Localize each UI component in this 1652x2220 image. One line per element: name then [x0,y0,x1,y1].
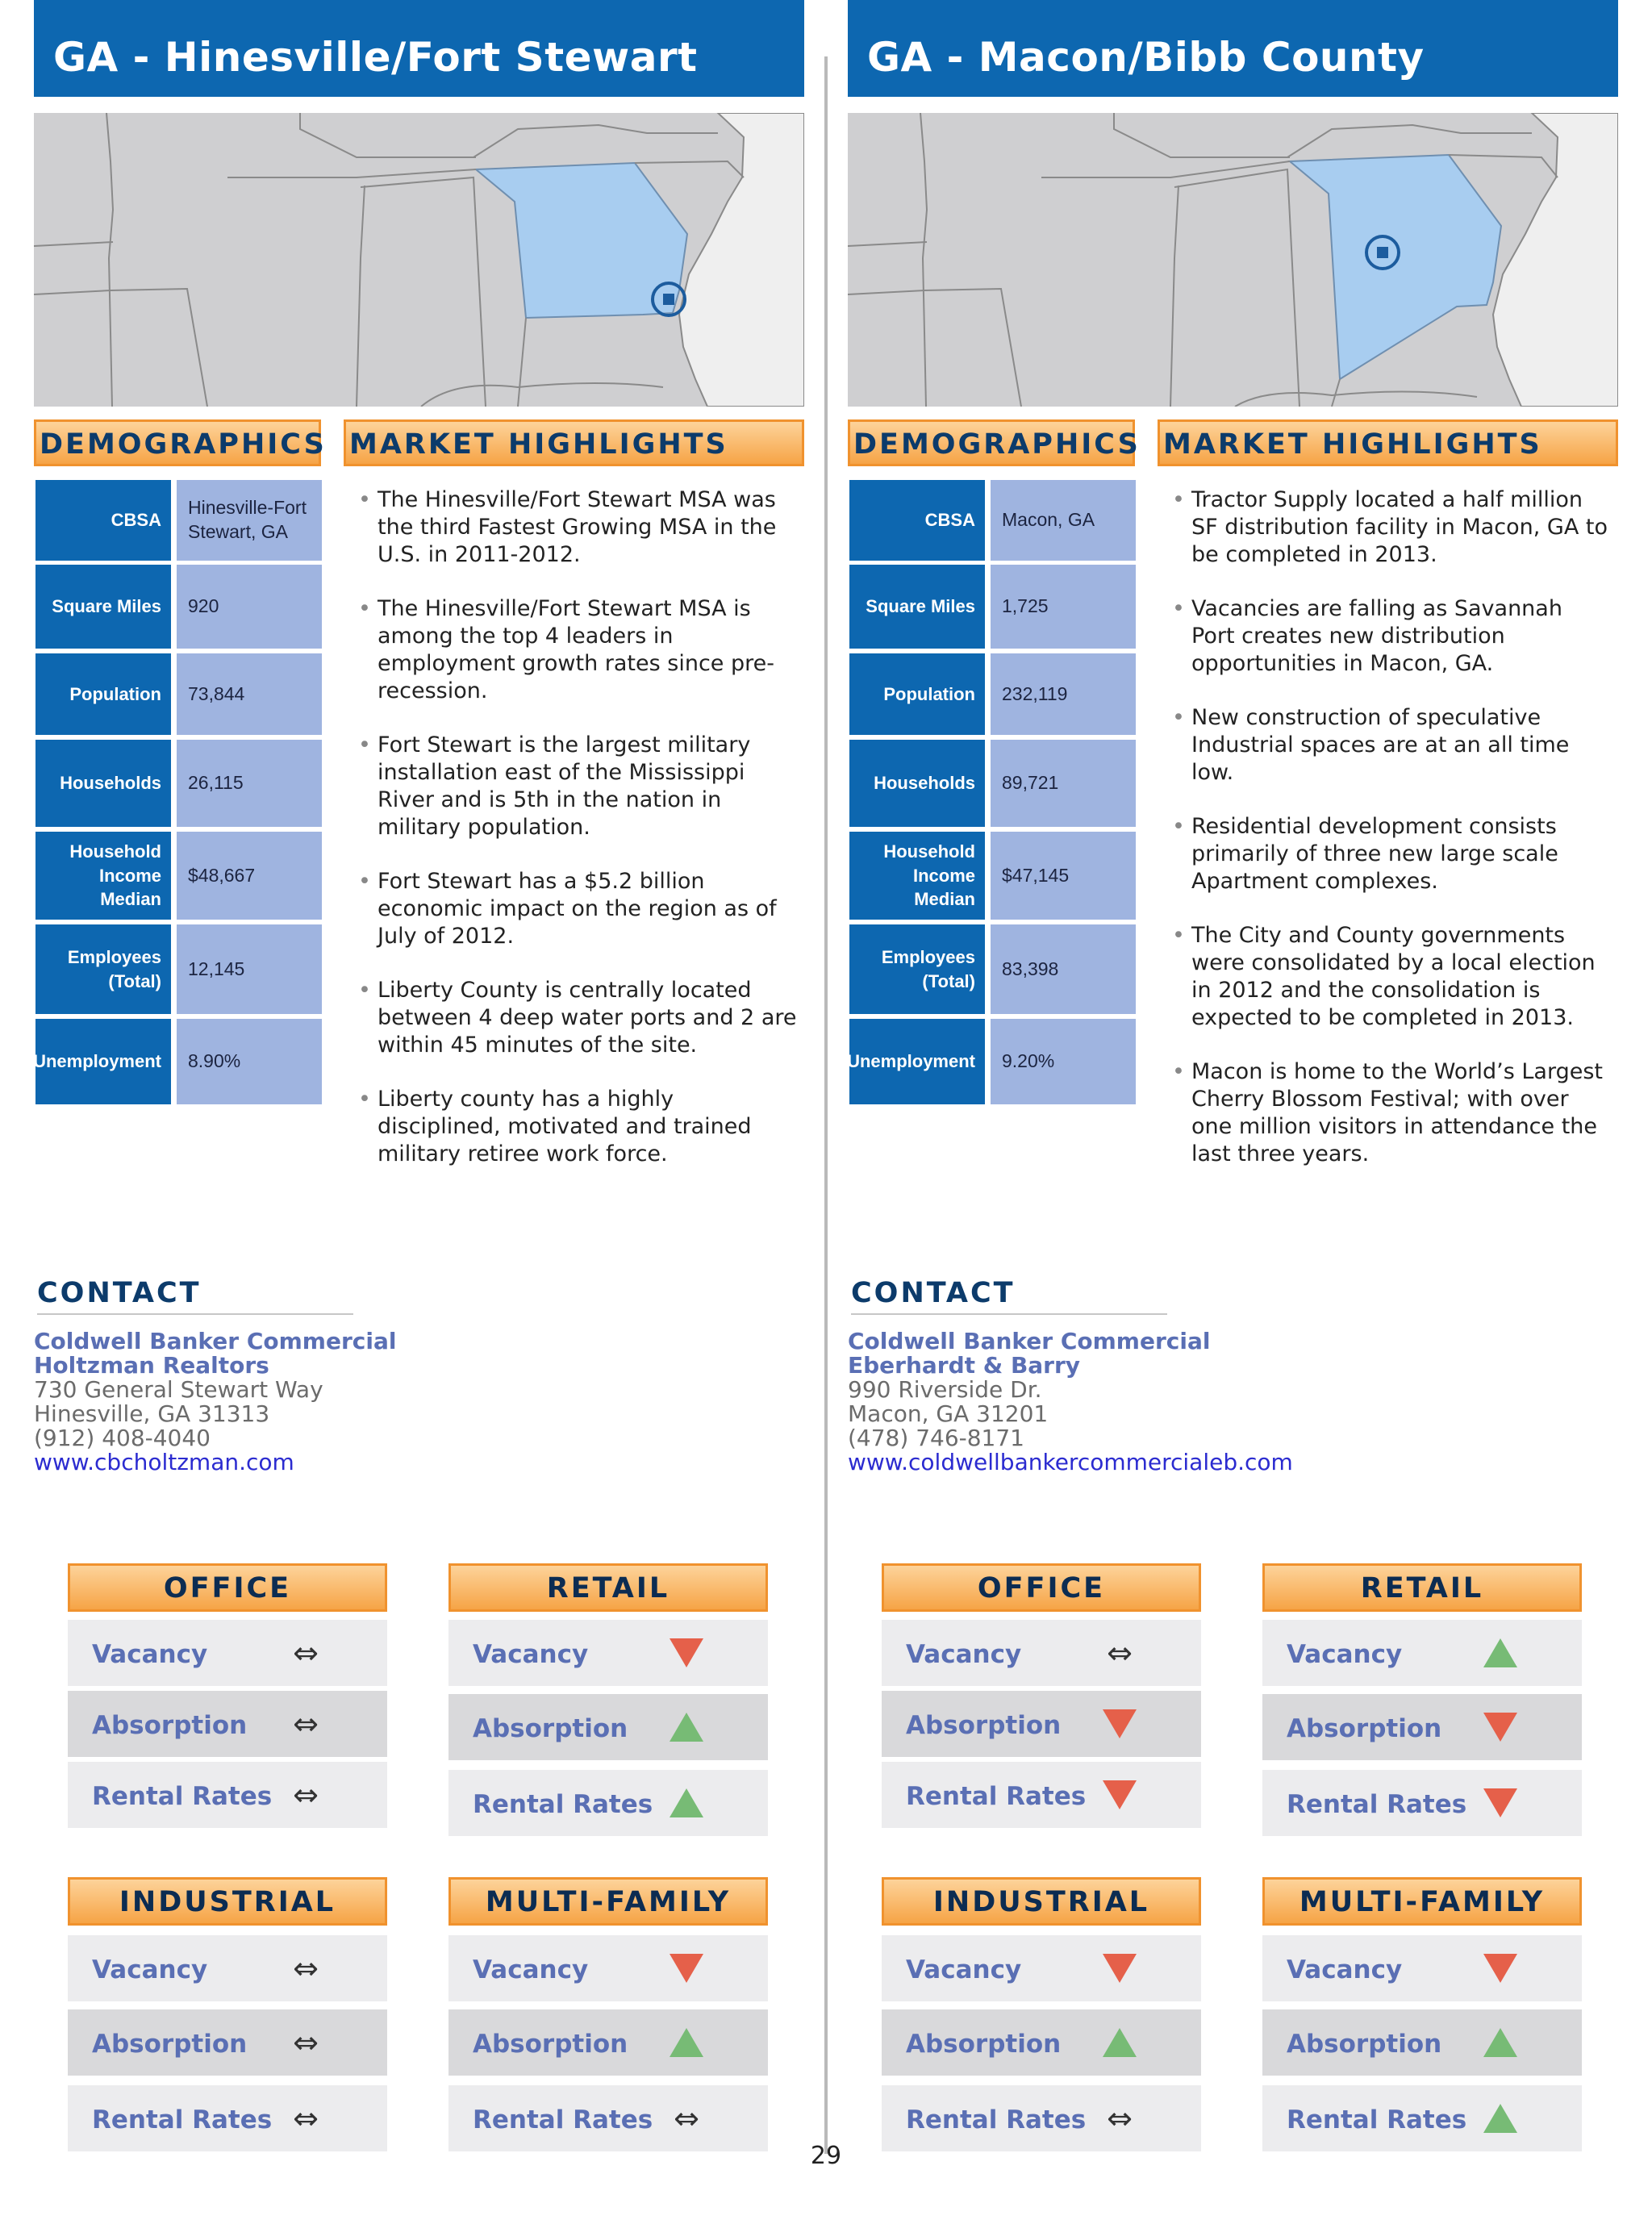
market-row [68,1691,387,1757]
demo-value: 9.20% [991,1019,1136,1104]
metric-label: Vacancy [473,1640,589,1669]
trend-down-icon [1483,1788,1517,1817]
market-highlights-list [1172,486,1612,1195]
market-highlights-header [1158,419,1618,466]
demo-row-households [35,740,322,827]
trend-indicator [286,1776,326,1813]
demo-label: CBSA [35,480,171,561]
contact-address: 730 General Stewart Way [34,1376,323,1403]
metric-label: Absorption [92,2030,248,2059]
metric-label: Rental Rates [906,1782,1087,1811]
demo-row-unemployment [849,1019,1136,1104]
market-highlights-title: MARKET HIGHLIGHTS [349,428,728,461]
box-title: OFFICE [977,1572,1106,1604]
box-title: RETAIL [546,1572,670,1604]
trend-indicator [1099,1634,1140,1671]
box-header [1262,1877,1582,1926]
box-header [68,1877,387,1926]
metric-label: Absorption [473,1714,628,1743]
demo-value: 83,398 [991,924,1136,1014]
trend-up-icon [670,1713,703,1742]
contact-city: Hinesville, GA 31313 [34,1400,270,1427]
demo-label: Population [849,653,985,735]
trend-indicator [1480,1634,1521,1671]
demo-label: Square Miles [35,565,171,649]
demo-label: Households [35,740,171,827]
industrial-market-box [68,1877,387,2136]
market-highlights-list [358,486,798,1195]
demographics-header [34,419,327,466]
demo-value: 1,725 [991,565,1136,649]
trend-down-icon [1103,1709,1137,1738]
demo-row-population [849,653,1136,735]
trend-indicator [1480,1950,1521,1987]
highlight-item: • Tractor Supply located a half million SF distribution facility in Macon, GA to be completed in 2013. [1172,486,1612,569]
box-header [1262,1563,1582,1612]
market-row [1262,1935,1582,2001]
trend-indicator [666,2100,707,2137]
market-row [448,1935,768,2001]
contact-city: Macon, GA 31201 [848,1400,1049,1427]
contact-address: 990 Riverside Dr. [848,1376,1042,1403]
market-row [882,2009,1201,2076]
market-row [1262,1694,1582,1760]
contact-phone: (912) 408-4040 [34,1425,211,1451]
box-title: MULTI-FAMILY [485,1886,732,1918]
metric-label: Rental Rates [906,2105,1087,2134]
market-row [68,1935,387,2001]
demo-row-employees [849,924,1136,1014]
trend-indicator [666,2024,707,2061]
box-header [882,1563,1201,1612]
demo-row-household-income [35,832,322,920]
metric-label: Rental Rates [92,1782,273,1811]
demo-label: Employees (Total) [35,924,171,1014]
box-header [448,1563,768,1612]
market-row [1262,1770,1582,1836]
trend-down-icon [670,1954,703,1983]
contact-heading: CONTACT [851,1277,1016,1309]
office-market-box [882,1563,1201,1811]
market-row [448,2009,768,2076]
demo-label: Square Miles [849,565,985,649]
demo-value: 89,721 [991,740,1136,827]
highlight-item: • Fort Stewart is the largest military installation east of the Mississippi River and is 5th in the nation in military population. [358,732,798,841]
trend-flat-icon: ⇔ [293,2025,319,2060]
demo-label: Employees (Total) [849,924,985,1014]
trend-indicator [666,1709,707,1746]
contact-divider [37,1313,353,1315]
metric-label: Vacancy [92,1955,208,1984]
metric-label: Absorption [1287,2030,1442,2059]
market-row [882,1691,1201,1757]
demo-value: 12,145 [177,924,322,1014]
market-row [448,1620,768,1686]
metric-label: Vacancy [906,1640,1022,1669]
trend-flat-icon: ⇔ [674,2101,699,2136]
trend-indicator [286,1634,326,1671]
box-title: INDUSTRIAL [119,1886,336,1918]
demo-value: 8.90% [177,1019,322,1104]
box-title: OFFICE [163,1572,292,1604]
metric-label: Vacancy [906,1955,1022,1984]
demo-value: 920 [177,565,322,649]
metric-label: Absorption [1287,1714,1442,1743]
demo-row-households [849,740,1136,827]
trend-flat-icon: ⇔ [293,2101,319,2136]
trend-up-icon [670,2028,703,2057]
market-row [448,1770,768,1836]
trend-indicator [666,1634,707,1671]
trend-up-icon [1483,2104,1517,2133]
market-row [448,1694,768,1760]
trend-flat-icon: ⇔ [293,1635,319,1671]
demo-label: Households [849,740,985,827]
metric-label: Rental Rates [1287,1790,1467,1819]
contact-heading: CONTACT [37,1277,202,1309]
trend-up-icon [1103,2028,1137,2057]
demo-label: CBSA [849,480,985,561]
contact-block [34,1329,396,1475]
box-title: RETAIL [1360,1572,1484,1604]
metric-label: Absorption [906,1711,1062,1740]
trend-indicator [1099,2100,1140,2137]
contact-phone: (478) 746-8171 [848,1425,1024,1451]
contact-block [848,1329,1293,1475]
metric-label: Absorption [92,1711,248,1740]
demo-value: 232,119 [991,653,1136,735]
demo-row-cbsa [849,480,1136,561]
box-title: INDUSTRIAL [932,1886,1150,1918]
demo-row-population [35,653,322,735]
demo-label: Household Income Median [35,832,171,920]
market-row [1262,1620,1582,1686]
trend-flat-icon: ⇔ [293,1777,319,1813]
demo-value: $47,145 [991,832,1136,920]
title-bar [34,0,804,97]
page-title: GA - Macon/Bibb County [867,34,1425,81]
contact-website-link[interactable]: www.cbcholtzman.com [34,1449,294,1475]
trend-indicator [666,1784,707,1821]
metric-label: Absorption [906,2030,1062,2059]
trend-flat-icon: ⇔ [1107,1635,1133,1671]
contact-company: Coldwell Banker Commercial [848,1328,1211,1354]
market-row [68,1762,387,1828]
trend-indicator [1480,1709,1521,1746]
panel-hinesville [34,0,804,2220]
contact-company: Coldwell Banker Commercial [34,1328,397,1354]
trend-up-icon [1483,1638,1517,1667]
highlight-item: • New construction of speculative Industrial spaces are at an all time low. [1172,704,1612,787]
industrial-market-box [882,1877,1201,2136]
demo-value: Macon, GA [991,480,1136,561]
location-map [34,113,804,407]
page-number: 29 [810,2142,842,2170]
demographics-title: DEMOGRAPHICS [40,428,327,461]
trend-flat-icon: ⇔ [293,1706,319,1742]
metric-label: Vacancy [1287,1955,1403,1984]
multi-family-market-box [448,1877,768,2136]
demo-row-square-miles [849,565,1136,649]
trend-indicator [666,1950,707,1987]
metric-label: Rental Rates [92,2105,273,2134]
trend-indicator [1480,2100,1521,2137]
trend-indicator [1099,1705,1140,1742]
highlight-item: • The Hinesville/Fort Stewart MSA was the third Fastest Growing MSA in the U.S. in 2011-2012. [358,486,798,569]
highlight-item: • Fort Stewart has a $5.2 billion economic impact on the region as of July of 2012. [358,868,798,950]
trend-flat-icon: ⇔ [1107,2101,1133,2136]
market-row [882,1762,1201,1828]
highlight-item: • Vacancies are falling as Savannah Port creates new distribution opportunities in Macon, GA. [1172,595,1612,678]
trend-indicator [286,2024,326,2061]
demo-label: Unemployment [35,1019,171,1104]
trend-indicator [1480,2024,1521,2061]
trend-down-icon [1103,1780,1137,1809]
highlight-item: • Liberty county has a highly disciplined, motivated and trained military retiree work force. [358,1086,798,1168]
highlight-item: • Liberty County is centrally located between 4 deep water ports and 2 are within 45 minutes of the site. [358,977,798,1059]
contact-company-office: Eberhardt & Barry [848,1352,1081,1379]
demo-label: Population [35,653,171,735]
highlight-item: • Residential development consists primarily of three new large scale Apartment complexes. [1172,813,1612,895]
market-row [68,1620,387,1686]
trend-indicator [1099,1776,1140,1813]
demo-row-household-income [849,832,1136,920]
metric-label: Vacancy [1287,1640,1403,1669]
demographics-header [848,419,1141,466]
market-highlights-title: MARKET HIGHLIGHTS [1163,428,1542,461]
metric-label: Vacancy [473,1955,589,1984]
highlight-item: • The Hinesville/Fort Stewart MSA is among the top 4 leaders in employment growth rates since pre-recession. [358,595,798,705]
demo-row-employees [35,924,322,1014]
panel-macon [848,0,1618,2220]
demo-row-square-miles [35,565,322,649]
trend-flat-icon: ⇔ [293,1951,319,1986]
retail-market-box [1262,1563,1582,1819]
contact-divider [851,1313,1167,1315]
trend-down-icon [1483,1954,1517,1983]
multi-family-market-box [1262,1877,1582,2134]
trend-indicator [1099,1950,1140,1987]
trend-indicator [286,1950,326,1987]
contact-company-office: Holtzman Realtors [34,1352,269,1379]
highlight-item: • The City and County governments were consolidated by a local election in 2012 and the consolidation is expected to be completed in 2013. [1172,922,1612,1032]
demo-value: 26,115 [177,740,322,827]
trend-down-icon [670,1638,703,1667]
metric-label: Vacancy [92,1640,208,1669]
trend-down-icon [1483,1713,1517,1742]
box-header [448,1877,768,1926]
box-title: MULTI-FAMILY [1299,1886,1546,1918]
market-row [882,1935,1201,2001]
market-row [68,2009,387,2076]
trend-indicator [1099,2024,1140,2061]
contact-website-link[interactable]: www.coldwellbankercommercialeb.com [848,1449,1293,1475]
demo-value: 73,844 [177,653,322,735]
retail-market-box [448,1563,768,1819]
demo-label: Unemployment [849,1019,985,1104]
trend-up-icon [670,1788,703,1817]
office-market-box [68,1563,387,1813]
metric-label: Absorption [473,2030,628,2059]
trend-down-icon [1103,1954,1137,1983]
demo-row-cbsa [35,480,322,561]
box-header [68,1563,387,1612]
market-highlights-header [344,419,804,466]
demographics-title: DEMOGRAPHICS [853,428,1141,461]
box-header [882,1877,1201,1926]
column-divider [824,56,828,2154]
trend-up-icon [1483,2028,1517,2057]
metric-label: Rental Rates [1287,2105,1467,2134]
trend-indicator [286,1705,326,1742]
location-map [848,113,1618,407]
market-row [1262,2009,1582,2076]
highlight-item: • Macon is home to the World’s Largest Cherry Blossom Festival; with over one million visitors in attendance the last three years. [1172,1058,1612,1168]
metric-label: Rental Rates [473,1790,653,1819]
demo-value: $48,667 [177,832,322,920]
demo-row-unemployment [35,1019,322,1104]
title-bar [848,0,1618,97]
market-row [882,1620,1201,1686]
demo-label: Household Income Median [849,832,985,920]
page-title: GA - Hinesville/Fort Stewart [53,34,698,81]
metric-label: Rental Rates [473,2105,653,2134]
trend-indicator [1480,1784,1521,1821]
trend-indicator [286,2100,326,2137]
demo-value: Hinesville-Fort Stewart, GA [177,480,322,561]
